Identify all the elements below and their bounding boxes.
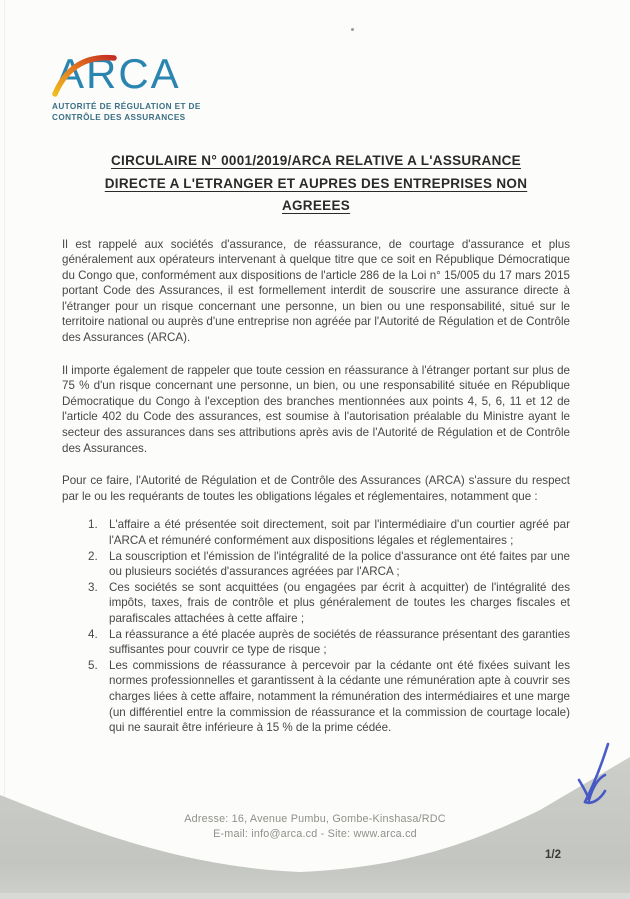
list-item-text: La souscription et l'émission de l'intégralité de la police d'assurance ont été faites par une ou plusieurs sociétés d'assurances agréées par l'ARCA ;: [109, 549, 570, 579]
list-item-text: Les commissions de réassurance à percevoir par la cédante ont été fixées suivant les normes professionnelles et garantissent à la cédante une rémunération apte à couvrir ses charges liées à cette affaire, notamment la rémunération des intermédiaires et une marge (un différentiel entre la commission de réassurance et la commission de courtage locale) qui ne saurait être inférieure à 15 % de la prime cédée.: [109, 658, 570, 735]
scan-speck: [351, 28, 354, 31]
footer-address: Adresse: 16, Avenue Pumbu, Gombe-Kinshasa/RDC: [184, 813, 446, 825]
list-item-number: 5.: [88, 658, 98, 672]
paragraph-2: Il importe également de rappeler que toute cession en réassurance à l'étranger portant sur plus de 75 % d'un risque concernant une personne, un bien, ou une responsabilité située en République Démocratique du Congo à l'exception des branches mentionnées aux points 4, 5, 6, 11 et 12 de l'article 402 du Code des assurances, est soumise à l'autorisation préalable du Ministre ayant le secteur des assurances dans ses attributions après avis de l'Autorité de Régulation et de Contrôle des Assurances.: [62, 363, 570, 455]
circular-title-line3: AGREEES: [281, 198, 351, 213]
arca-wordmark: [52, 46, 232, 98]
arca-logo: [52, 46, 232, 123]
circular-title-line2: DIRECTE A L'ETRANGER ET AUPRES DES ENTREPRISES NON: [104, 175, 528, 191]
document-footer: [0, 812, 630, 842]
paragraph-3: Pour ce faire, l'Autorité de Régulation et de Contrôle des Assurances (ARCA) s'assure du respect par le ou les requérants de toutes les obligations légales et réglementaires, notamment que :: [62, 474, 570, 503]
list-item-number: 4.: [88, 627, 98, 641]
document-body: [62, 150, 570, 736]
list-item-number: 2.: [88, 549, 98, 563]
list-item-number: 3.: [88, 580, 98, 594]
circular-title-line1: CIRCULAIRE N° 0001/2019/ARCA RELATIVE A L'ASSURANCE: [111, 153, 521, 168]
arca-tagline-line2: CONTRÔLE DES ASSURANCES: [52, 112, 186, 122]
list-item-text: La réassurance a été placée auprès de sociétés de réassurance présentant des garanties suffisantes pour couvrir ce type de risque ;: [109, 627, 570, 657]
list-item: [88, 627, 570, 658]
list-item-number: 1.: [88, 518, 98, 532]
list-item: [88, 517, 570, 548]
arca-logo-text: ARCA: [56, 50, 181, 97]
list-item-text: L'affaire a été présentée soit directement, soit par l'intermédiaire d'un courtier agréé par l'ARCA et rémunéré conformément aux dispositions légales et réglementaires ;: [109, 518, 570, 547]
arca-tagline-line1: AUTORITÉ DE RÉGULATION ET DE: [52, 102, 201, 111]
arca-tagline: [52, 102, 232, 123]
circular-title: [62, 150, 570, 218]
list-item: [88, 580, 570, 627]
arca-arc-icon: [52, 48, 182, 100]
signature-paraph-icon: [575, 742, 617, 808]
list-item: [88, 549, 570, 580]
list-item-text: Ces sociétés se sont acquittées (ou engagées par écrit à acquitter) de l'intégralité des impôts, taxes, frais de contrôle et plus généralement de toutes les charges fiscales et parafiscales attachées à cette affaire ;: [109, 580, 570, 625]
page-number: 1/2: [545, 849, 561, 861]
list-item: [88, 658, 570, 736]
footer-email-site: E-mail: info@arca.cd - Site: www.arca.cd: [213, 828, 417, 840]
paragraph-1: Il est rappelé aux sociétés d'assurance, de réassurance, de courtage d'assurance et plus généralement aux opérateurs intervenant à quelque titre que ce soit en République Démocratique du Congo que, conformément aux dispositions de l'article 286 de la Loi n° 15/005 du 17 mars 2015 portant Code des Assurances, il est formellement interdit de souscrire une assurance directe à l'étranger pour un risque concernant une personne, un bien ou une responsabilité, situé sur le territoire national ou auprès d'une entreprise non agréée par l'Autorité de Régulation et de Contrôle des Assurances (ARCA).: [62, 237, 570, 345]
conditions-list: [62, 517, 570, 735]
